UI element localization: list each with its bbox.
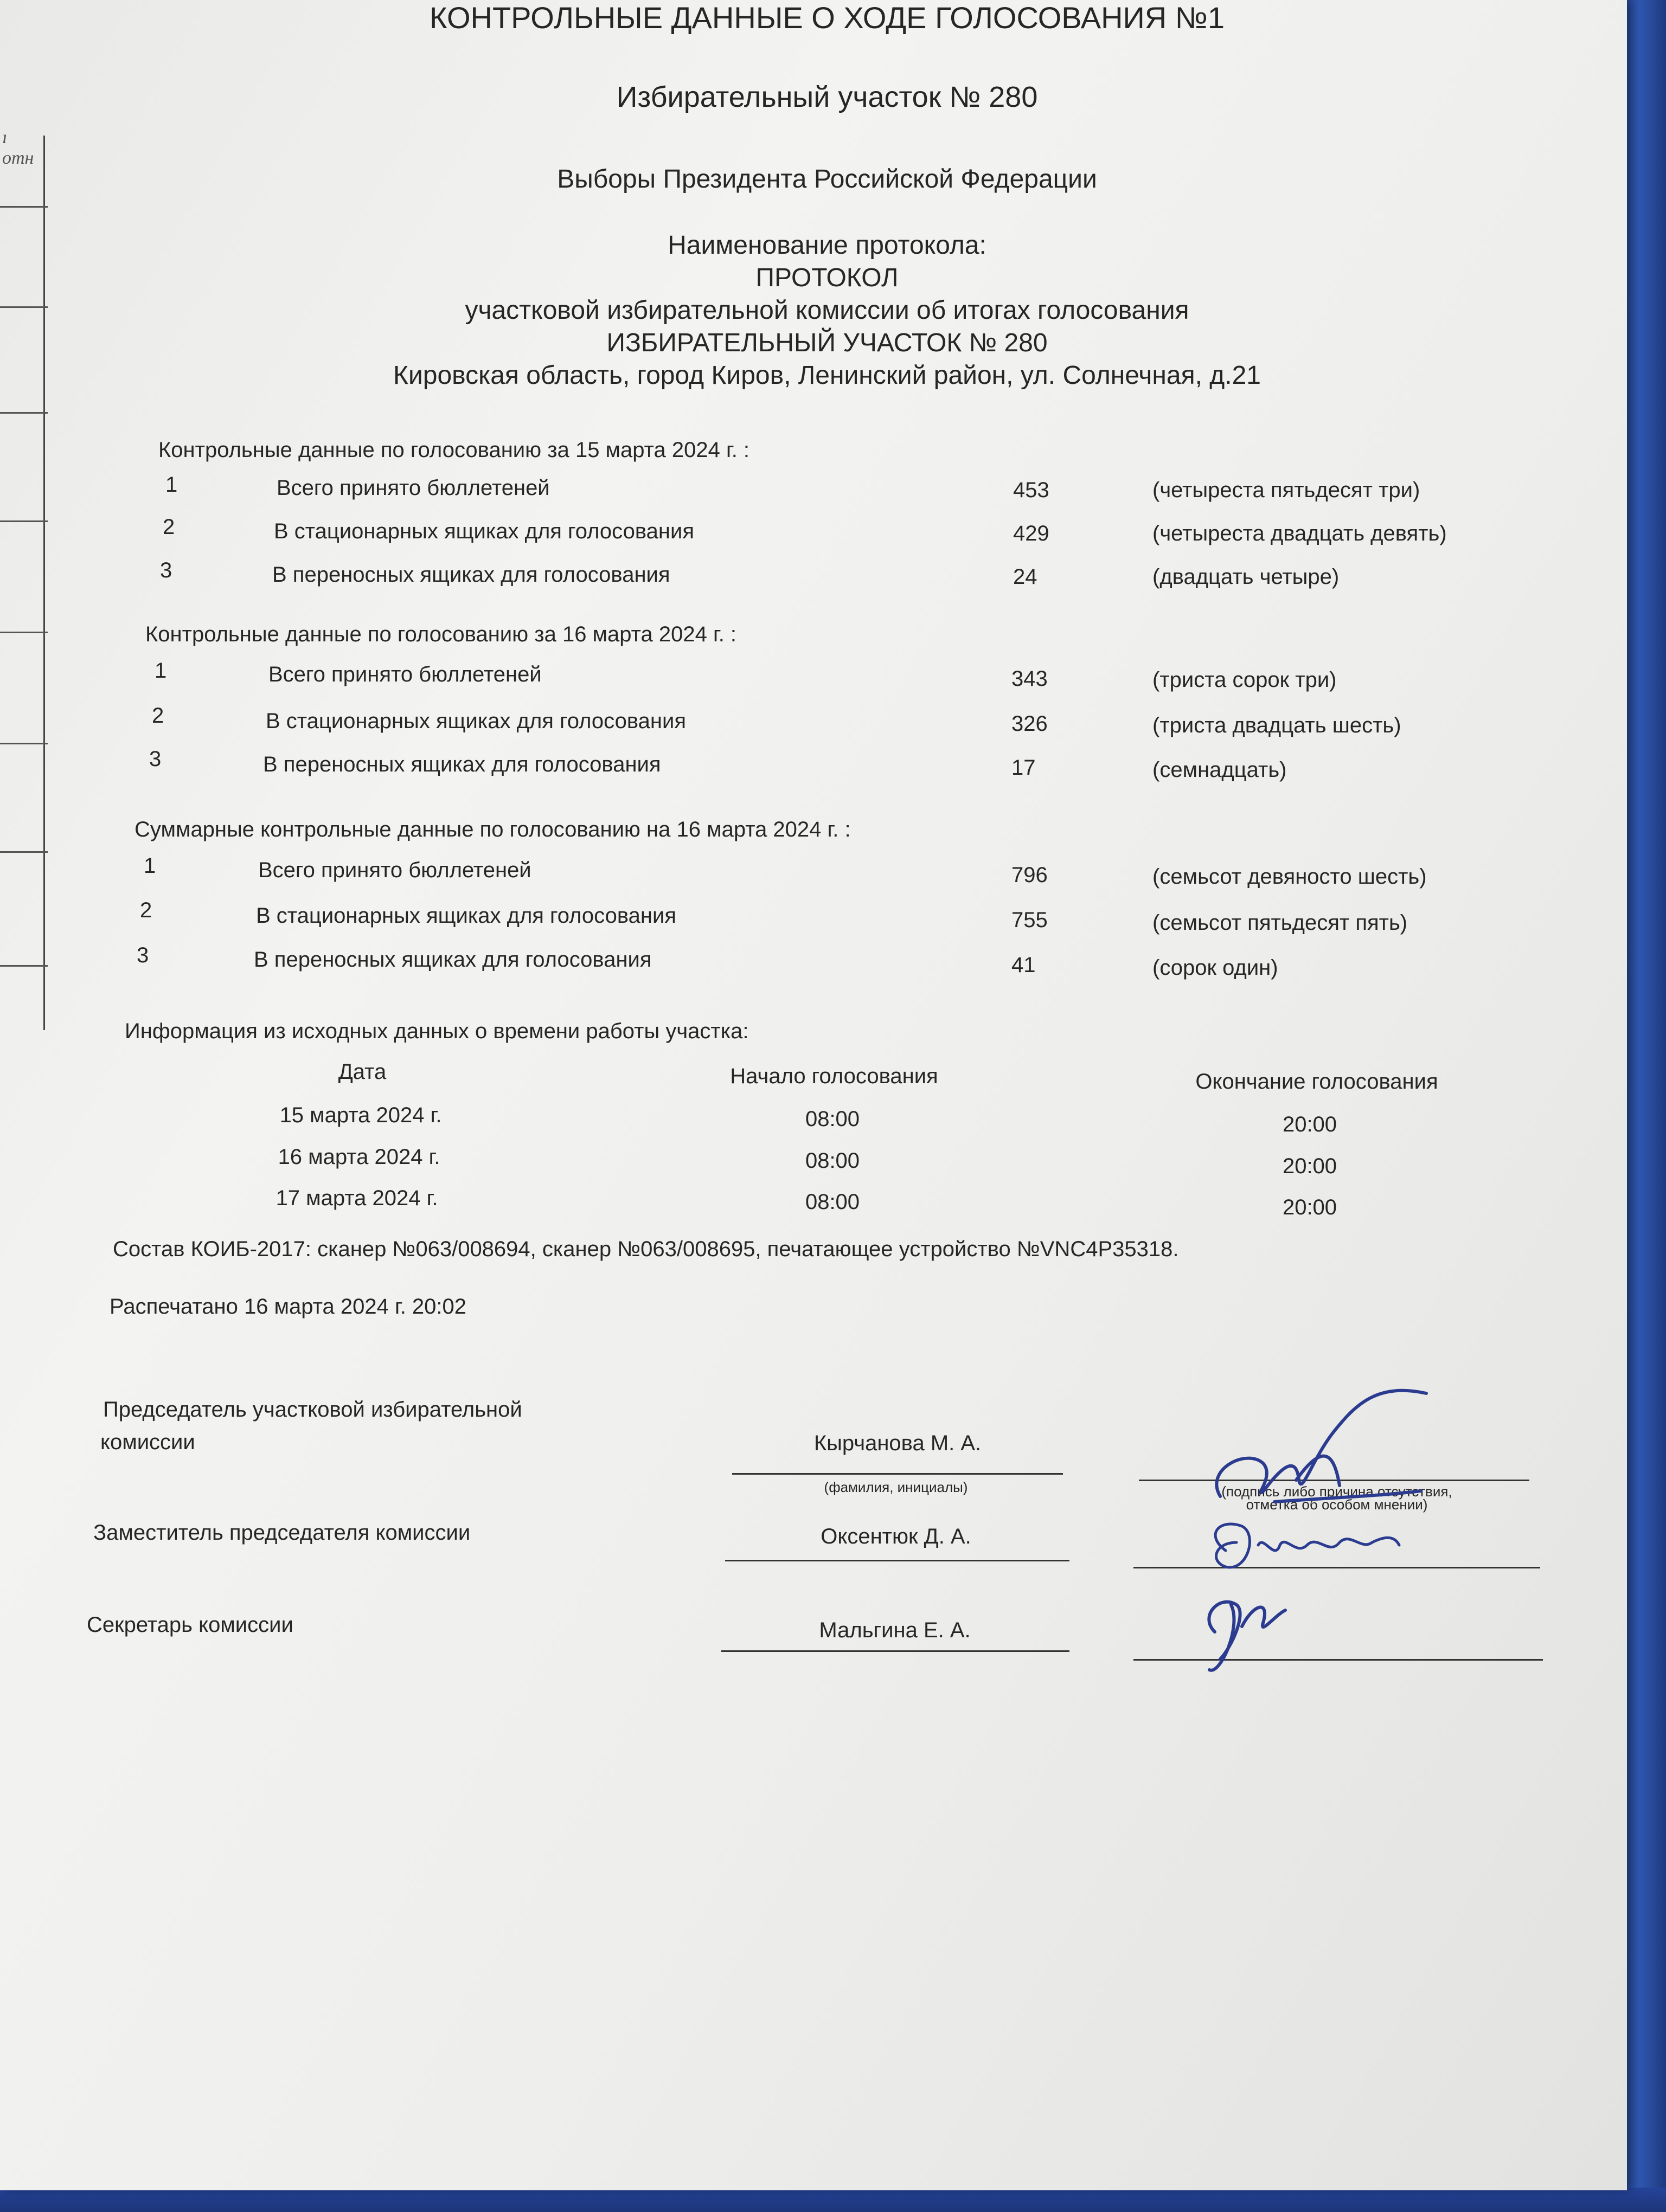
- schedule-start: 08:00: [805, 1107, 860, 1131]
- section-title: Контрольные данные по голосованию за 16 марта 2024 г. :: [145, 622, 737, 646]
- row-number: 1: [144, 854, 156, 878]
- underlying-rule: [0, 306, 48, 308]
- equipment-info: Состав КОИБ-2017: сканер №063/008694, сканер №063/008695, печатающее устройство №VNC4P35318.: [113, 1237, 1179, 1261]
- row-label: Всего принято бюллетеней: [268, 663, 542, 686]
- row-words: (семьсот пятьдесят пять): [1152, 911, 1408, 935]
- row-label: В переносных ящиках для голосования: [272, 563, 670, 587]
- row-number: 3: [160, 558, 172, 582]
- row-value: 429: [1013, 522, 1049, 545]
- schedule-date: 17 марта 2024 г.: [275, 1186, 438, 1210]
- row-words: (двадцать четыре): [1152, 565, 1340, 589]
- row-words: (четыреста пятьдесят три): [1152, 478, 1420, 502]
- row-number: 1: [155, 659, 167, 683]
- row-number: 2: [163, 515, 175, 539]
- underlying-rule: [0, 965, 48, 967]
- row-label: В переносных ящиках для голосования: [263, 753, 661, 776]
- underlying-sheet: [0, 127, 45, 1030]
- schedule-date: 15 марта 2024 г.: [279, 1103, 442, 1127]
- row-value: 755: [1011, 908, 1048, 932]
- schedule-start: 08:00: [805, 1149, 860, 1173]
- deputy-name-line: [725, 1560, 1069, 1561]
- underlying-text-fragment: ı отн: [2, 127, 34, 168]
- row-label: Всего принято бюллетеней: [258, 858, 531, 882]
- protocol-description: участковой избирательной комиссии об итогах голосования: [465, 296, 1189, 325]
- underlying-rule: [0, 412, 48, 414]
- row-value: 453: [1013, 478, 1049, 502]
- chair-name: Кырчанова М. А.: [813, 1431, 982, 1455]
- row-label: В стационарных ящиках для голосования: [274, 519, 694, 543]
- row-value: 326: [1011, 712, 1048, 736]
- row-words: (семьсот девяносто шесть): [1152, 865, 1427, 889]
- row-label: Всего принято бюллетеней: [277, 476, 550, 500]
- schedule-start: 08:00: [805, 1190, 860, 1214]
- deputy-signature-scribble: [1193, 1513, 1421, 1594]
- underlying-rule: [0, 743, 48, 744]
- schedule-header-start: Начало голосования: [730, 1064, 938, 1088]
- protocol-label: Наименование протокола:: [668, 231, 986, 260]
- deputy-name: Оксентюк Д. А.: [821, 1525, 971, 1548]
- row-words: (семнадцать): [1152, 758, 1287, 782]
- row-value: 343: [1011, 667, 1048, 691]
- row-words: (триста двадцать шесть): [1152, 713, 1401, 737]
- row-number: 2: [152, 704, 164, 728]
- secretary-signature-scribble: [1188, 1583, 1307, 1681]
- schedule-date: 16 марта 2024 г.: [278, 1145, 440, 1169]
- row-value: 41: [1011, 953, 1036, 977]
- schedule-end: 20:00: [1282, 1113, 1337, 1136]
- underlying-rule: [0, 520, 48, 522]
- chair-role-cont: комиссии: [100, 1430, 195, 1454]
- schedule-end: 20:00: [1282, 1195, 1337, 1219]
- row-value: 796: [1011, 863, 1048, 887]
- sign-caption-2: отметка об особом мнении): [1246, 1496, 1428, 1513]
- chair-role: Председатель участковой избирательной: [103, 1398, 522, 1422]
- table-fabric-right: [1622, 0, 1666, 2212]
- secretary-name: Мальгина Е. А.: [819, 1618, 971, 1642]
- row-words: (триста сорок три): [1152, 668, 1337, 692]
- row-number: 2: [140, 898, 152, 922]
- row-label: В стационарных ящиках для голосования: [266, 709, 686, 733]
- row-value: 17: [1011, 756, 1036, 780]
- district-title: Избирательный участок № 280: [616, 81, 1038, 113]
- row-words: (четыреста двадцать девять): [1152, 522, 1447, 545]
- row-value: 24: [1013, 565, 1037, 589]
- table-fabric-bottom: [0, 2188, 1666, 2212]
- district-caps: ИЗБИРАТЕЛЬНЫЙ УЧАСТОК № 280: [606, 329, 1048, 357]
- schedule-title: Информация из исходных данных о времени работы участка:: [125, 1019, 749, 1043]
- section-title: Суммарные контрольные данные по голосованию на 16 марта 2024 г. :: [134, 818, 851, 841]
- printed-timestamp: Распечатано 16 марта 2024 г. 20:02: [110, 1295, 467, 1319]
- document-title: КОНТРОЛЬНЫЕ ДАННЫЕ О ХОДЕ ГОЛОСОВАНИЯ №1: [429, 1, 1225, 35]
- row-label: В стационарных ящиках для голосования: [256, 904, 676, 928]
- schedule-header-date: Дата: [338, 1060, 387, 1084]
- protocol-name: ПРОТОКОЛ: [755, 263, 899, 292]
- schedule-end: 20:00: [1282, 1154, 1337, 1178]
- underlying-rule: [0, 206, 48, 208]
- election-title: Выборы Президента Российской Федерации: [557, 165, 1097, 194]
- sign-caption-1: (подпись либо причина отсутствия,: [1221, 1483, 1452, 1500]
- row-label: В переносных ящиках для голосования: [254, 948, 652, 972]
- name-caption: (фамилия, инициалы): [824, 1479, 968, 1495]
- section-title: Контрольные данные по голосованию за 15 марта 2024 г. :: [158, 438, 750, 462]
- chair-signature-scribble: [1171, 1388, 1453, 1518]
- deputy-role: Заместитель председателя комиссии: [93, 1521, 471, 1545]
- row-number: 3: [149, 747, 162, 771]
- schedule-header-end: Окончание голосования: [1195, 1070, 1438, 1094]
- chair-name-line: [732, 1473, 1063, 1475]
- underlying-rule: [0, 632, 48, 633]
- address: Кировская область, город Киров, Ленинский район, ул. Солнечная, д.21: [393, 361, 1261, 390]
- secretary-role: Секретарь комиссии: [87, 1613, 293, 1637]
- row-number: 1: [165, 473, 178, 497]
- secretary-name-line: [721, 1650, 1069, 1652]
- row-words: (сорок один): [1152, 956, 1278, 980]
- underlying-rule: [0, 851, 48, 853]
- row-number: 3: [137, 943, 149, 967]
